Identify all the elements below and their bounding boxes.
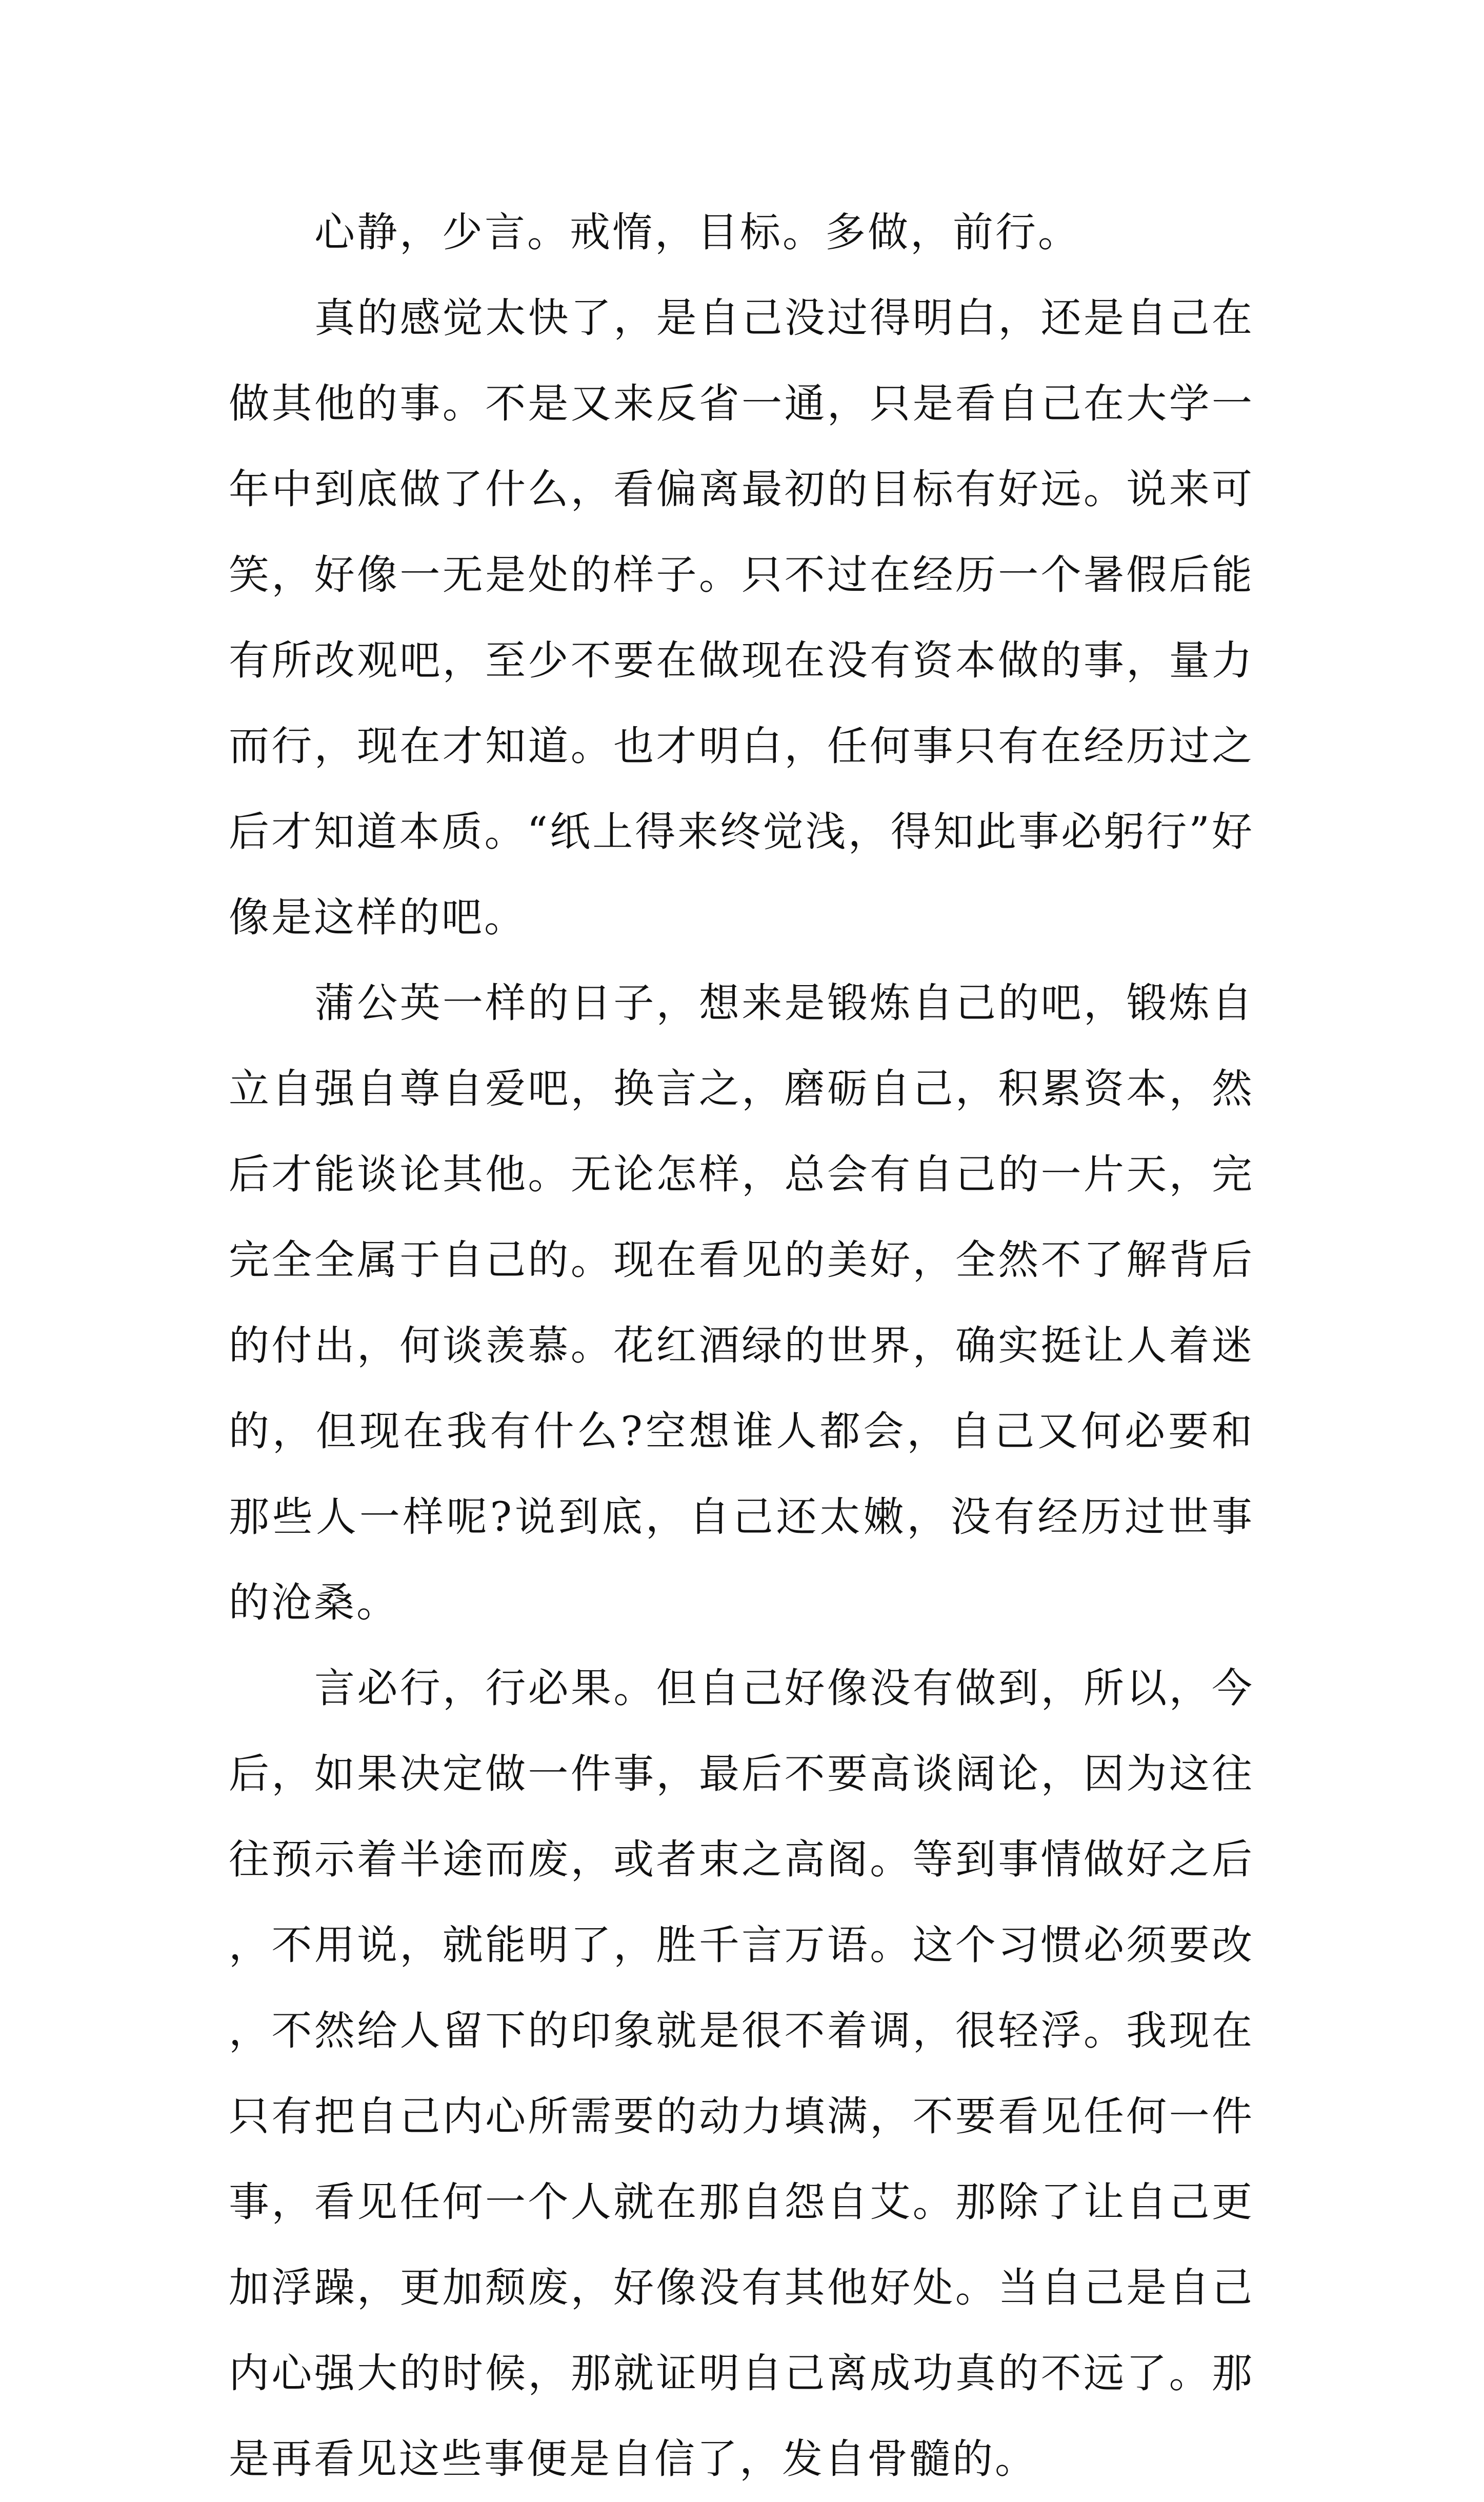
paragraph: 言必行，行必果。但自己好像没有做到，所以，今后，如果决定做一件事，最后不要高谈阔论，因为这往往预示着半途而废，或者束之高阁。等到事情做好之后，不用说，就能明了，胜千言万语。这个习惯必须要改，不然给人留下的印象就是很不着调，很轻浮。我现在只有把自己内心所需要的动力填满，不要看见任何一件事，看见任何一个人就在那自怨自艾。那除了让自己更加浮躁，更加颓废，好像没有其他好处。当自己是自己内心强大的时候，那就证明自己离成功真的不远了。那是再看见这些事便是自信了，发自骨髓的。 xyxy=(229,1665,1254,2483)
paragraph: 蒲公英一样的日子，想来是锻炼自己的吧，锻炼自立自强自尊自爱吧，换言之，磨砺自己，积累资本，然后才能谈论其他。无论怎样，总会有自己的一片天，完完全全属于自己的。现在看见的美好，全然不了解背后的付出，何谈羡慕。花红酒绿的世界，确实挺让人着迷的，但现在我有什么?空想谁人都会，自己又何必要和那些人一样呢?说到底，自己还太嫩，没有经历过世事的沧桑。 xyxy=(229,979,1254,1626)
paragraph: 心静，少言。戒惰，目标。多做，前行。 xyxy=(314,209,1080,256)
paragraph: 真的感觉太快了，是自己没过得明白，还是自己在做其他的事。不是又来反省一通，只是看自己在大学一年中到底做了什么，看偏离最初的目标有好远。说来可笑，好像一无是处的样子。只不过在经历一个暑假后能有所改观吧，至少不要在做现在没有资本做的事，量力而行，现在才知道。也才明白，任何事只有在经历过之后才知道本质。“纸上得来终觉浅，得知此事必躬行”好像是这样的吧。 xyxy=(229,294,1254,941)
document-body xyxy=(229,190,1254,2502)
